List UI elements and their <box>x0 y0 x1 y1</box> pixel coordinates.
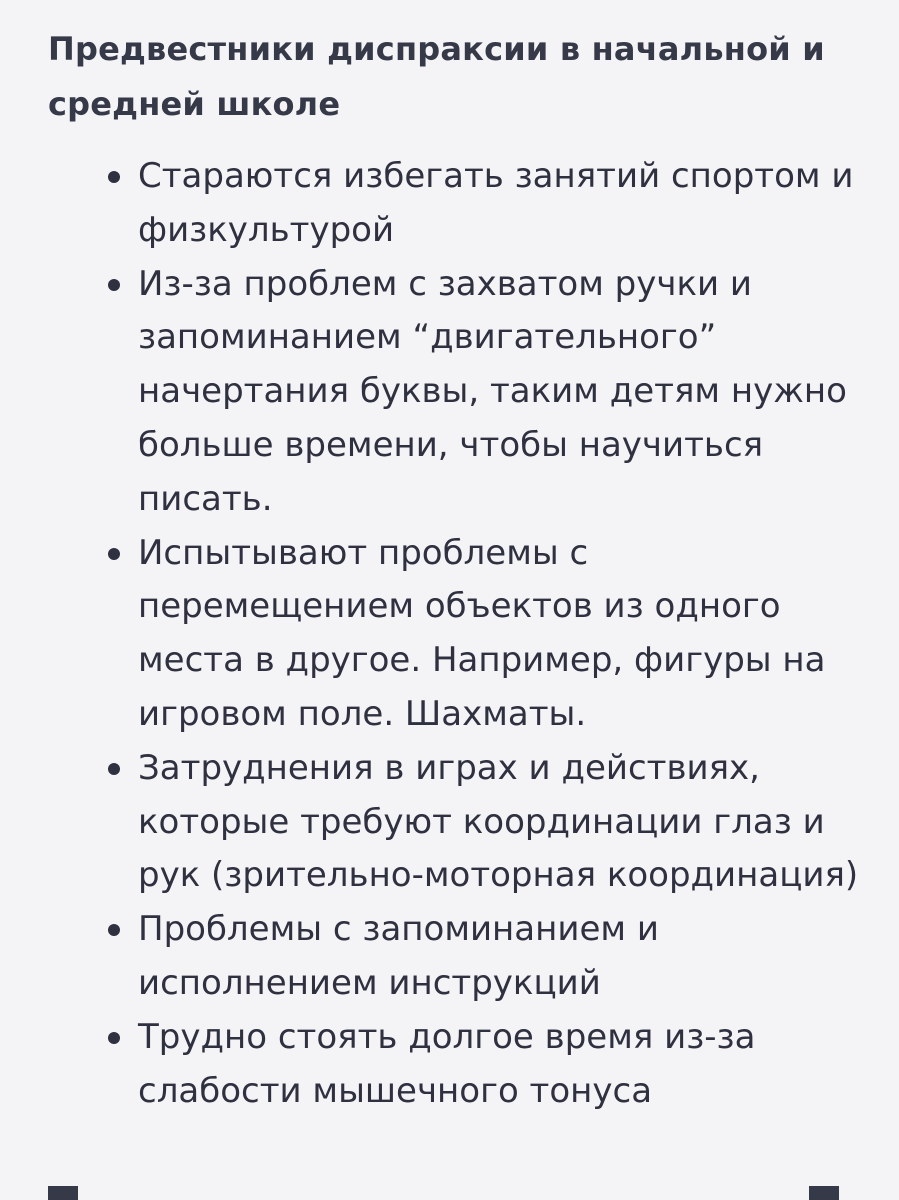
list-item <box>0 903 899 1011</box>
cut-off-text-line <box>48 1186 848 1200</box>
list-item <box>0 1011 899 1119</box>
list-item-text: Из-за проблем с захватом ручки и запоминанием “двигательного” начертания буквы, таким детям нужно больше времени, чтобы научиться писать. <box>138 263 847 519</box>
list-item-text: Проблемы с запоминанием и исполнением инструкций <box>138 909 659 1003</box>
list-item-text: Испытывают проблемы с перемещением объектов из одного места в другое. Например, фигуры на игровом поле. Шахматы. <box>138 532 826 734</box>
list-item <box>0 150 899 258</box>
list-item-text: Трудно стоять долгое время из-за слабости мышечного тонуса <box>138 1016 756 1111</box>
bullet-icon <box>108 1032 120 1044</box>
section-heading: Предвестники диспраксии в начальной и средней школе <box>48 30 825 123</box>
bullet-icon <box>108 763 120 775</box>
bullet-list <box>0 150 899 1118</box>
bullet-icon <box>108 279 120 291</box>
bullet-icon <box>108 548 120 560</box>
bullet-icon <box>108 924 120 936</box>
bullet-icon <box>108 171 120 183</box>
list-item <box>0 527 899 742</box>
list-item <box>0 742 899 903</box>
list-item-text: Стараются избегать занятий спортом и физкультурой <box>138 156 854 250</box>
list-item <box>0 258 899 527</box>
list-item-text: Затруднения в играх и действиях, которые требуют координации глаз и рук (зрительно-моторная координация) <box>138 747 859 896</box>
